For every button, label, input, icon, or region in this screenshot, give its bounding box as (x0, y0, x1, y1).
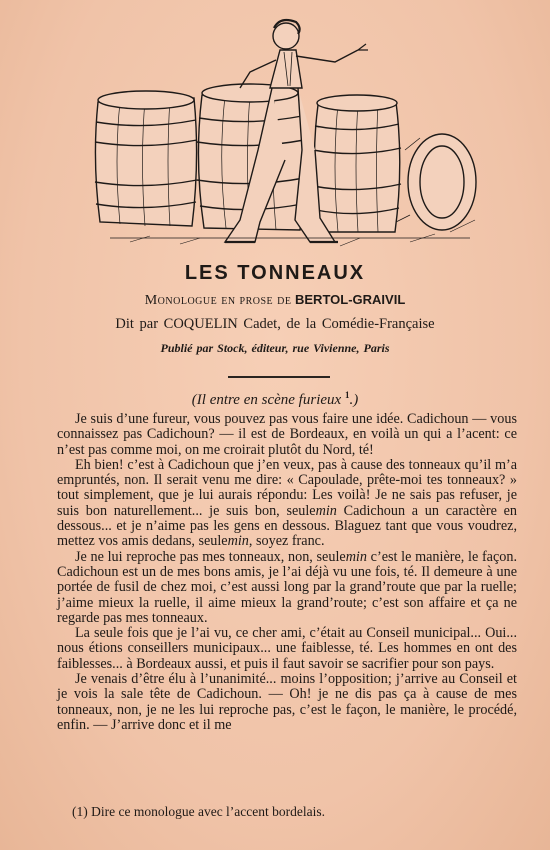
footnote-mark: 1 (344, 390, 350, 400)
text-run: Eh bien! c’est à Cadichoun que j’en veux, pas à cause des tonneaux qu’il m’a empruntés, non. Il serait venu me dire: « Capoulade, prête-moi tes tonneaux? » tout simplement, que je lui aurais répondu: Les voilà! Je ne sais pas refuser, je suis bon naturellement... je suis bon, seule (57, 456, 517, 519)
subtitle-prefix: Monologue en prose de (144, 293, 292, 308)
monologue-text (57, 412, 517, 733)
author-name: BERTOL-GRAIVIL (295, 292, 406, 307)
paragraph (57, 626, 517, 672)
text-run: Je suis d’une fureur, vous pouvez pas vous faire une idée. Cadichoun — vous connaissez pas Cadichoun? — il est de Bordeaux, en voilà un qui a l’acent: ce n’est pas comme moi, on me croirait plutôt du Nord, té! (57, 411, 517, 458)
text-run: La seule fois que je l’ai vu, ce cher ami, c’était au Conseil municipal... Oui... nous étions conseillers municipaux... une faiblesse, té. Les hommes en ont des faiblesses... à Bordeaux aussi, et puis il faut savoir se sacrifier pour son pays. (57, 625, 517, 672)
stage-direction-text: (Il entre en scène furieux (191, 392, 342, 408)
italic-run: min (227, 533, 249, 550)
footnote: (1) Dire ce monologue avec l’accent bordelais. (72, 804, 326, 819)
text-run: Cadichoun a un caractère en dessous... et je n’aime pas les gens en dessous. Blaguez tant que vous voudrez, mettez vos amis dedans, seule (57, 502, 517, 550)
italic-run: min (315, 502, 337, 519)
text-run: , soyez franc. (248, 533, 325, 550)
paragraph (57, 412, 517, 458)
italic-run: min (345, 548, 367, 565)
stage-direction-close: .) (349, 392, 359, 408)
performer-line: Dit par COQUELIN Cadet, de la Comédie-Française (115, 316, 435, 332)
paragraph (57, 672, 517, 733)
paragraph (57, 458, 517, 550)
publisher-line: Publié par Stock, éditeur, rue Vivienne, Paris (160, 341, 390, 355)
stage-direction (0, 390, 550, 409)
paragraph (57, 550, 517, 626)
text-run: Je ne lui reproche pas mes tonneaux, non, seule (75, 548, 346, 565)
title: LES TONNEAUX (184, 262, 366, 284)
divider (228, 376, 330, 378)
subtitle (0, 292, 550, 309)
text-run: c’est le manière, le façon. Cadichoun est un de mes bons amis, je l’ai déjà vu une fois, té. Il demeure à une portée de fusil de chez moi, c’est aussi long par la grand’route que par la ruelle; j’aime mieux la ruelle, il aime mieux la grand’route; c’est son affaire et ça ne regarde pas mes tonneaux. (57, 548, 518, 626)
text-run: Je venais d’être élu à l’unanimité... moins l’opposition; j’arrive au Conseil et je vois la sale tête de Cadichoun. — Oh! je ne dis pas ça à cause de mes tonneaux, non, je ne les lui reproche pas, c’est le façon, le manière, le procédé, enfin. — J’arrive donc et il me (57, 671, 517, 733)
barrels-illustration (90, 10, 490, 255)
